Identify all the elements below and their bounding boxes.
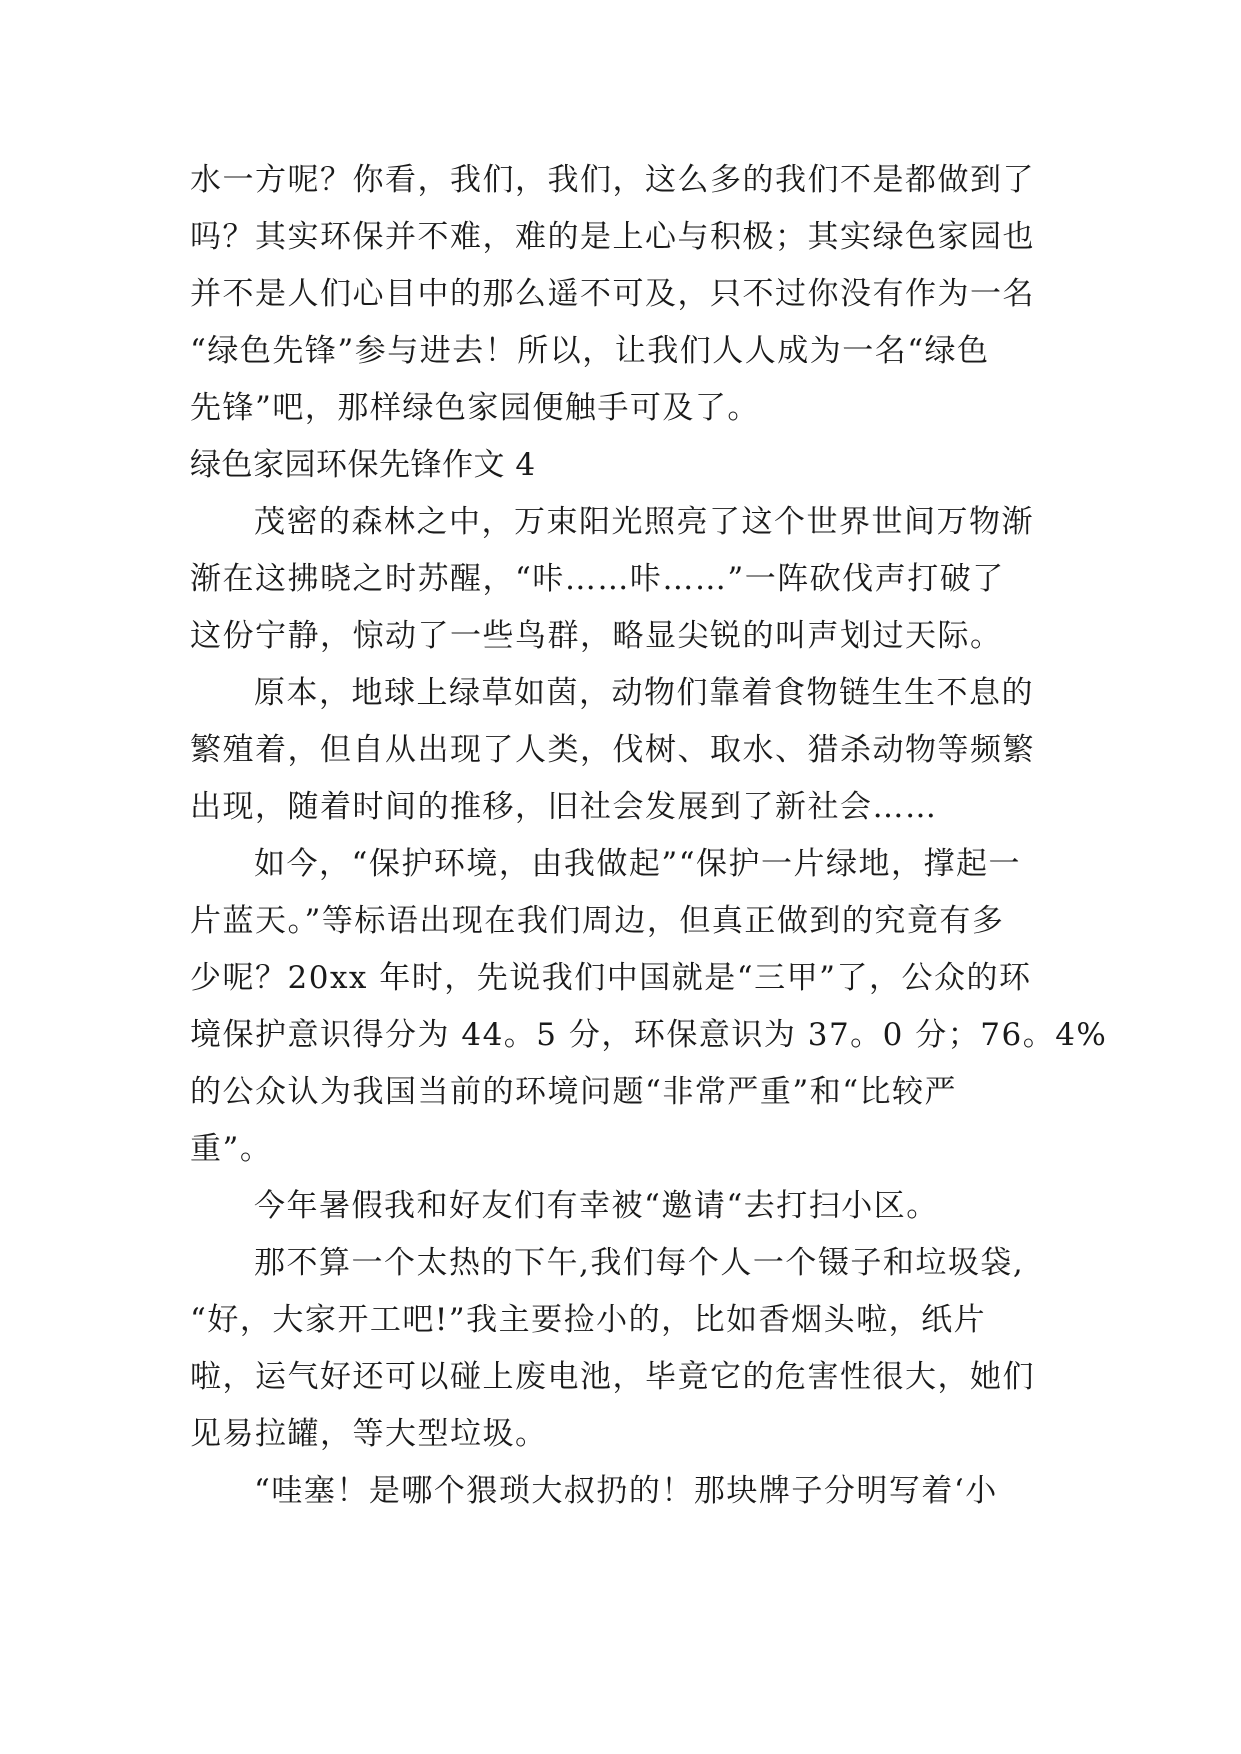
- text-line: 这份宁静，惊动了一些鸟群，略显尖锐的叫声划过天际。: [190, 618, 1003, 654]
- text-line: 的公众认为我国当前的环境问题“非常严重”和“比较严: [190, 1074, 958, 1110]
- text-line: “绿色先锋”参与进去！所以，让我们人人成为一名“绿色: [190, 333, 990, 369]
- text-line: 啦，运气好还可以碰上废电池，毕竟它的危害性很大，她们: [190, 1359, 1035, 1395]
- paragraph-first-line: 今年暑假我和好友们有幸被“邀请“去打扫小区。: [254, 1188, 939, 1224]
- text-line: 重”。: [190, 1131, 273, 1167]
- paragraph-first-line: “哇塞！是哪个猥琐大叔扔的！那块牌子分明写着‘小: [254, 1473, 998, 1509]
- text-line: 片蓝天。”等标语出现在我们周边，但真正做到的究竟有多: [190, 903, 1005, 939]
- section-heading: 绿色家园环保先锋作文 4: [190, 447, 536, 483]
- text-line: 见易拉罐，等大型垃圾。: [190, 1416, 548, 1452]
- text-line: “好，大家开工吧!”我主要捡小的，比如香烟头啦，纸片: [190, 1302, 987, 1338]
- text-line: 渐在这拂晓之时苏醒，“咔……咔……”一阵砍伐声打破了: [190, 561, 1005, 597]
- text-line: 并不是人们心目中的那么遥不可及，只不过你没有作为一名: [190, 276, 1035, 312]
- text-line: 先锋”吧，那样绿色家园便触手可及了。: [190, 390, 760, 426]
- paragraph-first-line: 如今，“保护环境，由我做起”“保护一片绿地，撑起一: [254, 846, 1022, 882]
- paragraph-first-line: 原本，地球上绿草如茵，动物们靠着食物链生生不息的: [254, 675, 1034, 711]
- text-line: 出现，随着时间的推移，旧社会发展到了新社会……: [190, 789, 938, 825]
- document-body: [190, 152, 1108, 1520]
- paragraph-first-line: 茂密的森林之中，万束阳光照亮了这个世界世间万物渐: [254, 504, 1034, 540]
- text-line: 境保护意识得分为 44。5 分，环保意识为 37。0 分；76。4%: [190, 1017, 1108, 1053]
- paragraph-first-line: 那不算一个太热的下午,我们每个人一个镊子和垃圾袋,: [254, 1245, 1025, 1281]
- text-line: 繁殖着，但自从出现了人类，伐树、取水、猎杀动物等频繁: [190, 732, 1035, 768]
- text-line: 水一方呢？你看，我们，我们，这么多的我们不是都做到了: [190, 162, 1035, 198]
- text-line: 少呢？20xx 年时，先说我们中国就是“三甲”了，公众的环: [190, 960, 1032, 996]
- text-line: 吗？其实环保并不难，难的是上心与积极；其实绿色家园也: [190, 219, 1035, 255]
